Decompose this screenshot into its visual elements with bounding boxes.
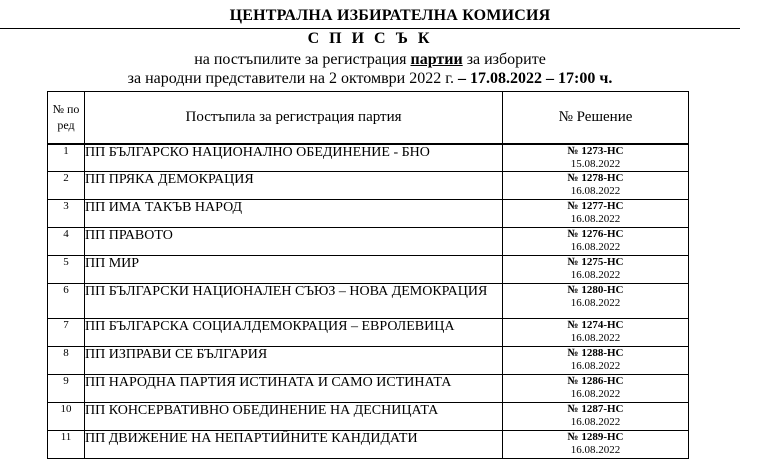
decision-cell bbox=[503, 403, 689, 431]
row-number: 9 bbox=[48, 375, 85, 403]
party-name: ПП ИЗПРАВИ СЕ БЪЛГАРИЯ bbox=[85, 347, 503, 375]
decision-number: № 1277-НС bbox=[567, 200, 624, 212]
decision-date: 16.08.2022 bbox=[570, 185, 621, 197]
decision-date: 16.08.2022 bbox=[570, 416, 621, 428]
decision-number: № 1276-НС bbox=[567, 228, 624, 240]
decision-date: 16.08.2022 bbox=[570, 269, 621, 281]
party-name: ПП КОНСЕРВАТИВНО ОБЕДИНЕНИЕ НА ДЕСНИЦАТА bbox=[85, 403, 503, 431]
table-row bbox=[48, 228, 689, 256]
party-name: ПП МИР bbox=[85, 256, 503, 284]
decision-number: № 1280-НС bbox=[567, 284, 624, 296]
decision-cell bbox=[503, 144, 689, 172]
row-number: 1 bbox=[48, 144, 85, 172]
document-title: С П И С Ъ К bbox=[307, 30, 433, 47]
decision-cell bbox=[503, 200, 689, 228]
decision-number: № 1288-НС bbox=[567, 347, 624, 359]
decision-number: № 1278-НС bbox=[567, 172, 624, 184]
decision-cell bbox=[503, 375, 689, 403]
decision-cell bbox=[503, 172, 689, 200]
decision-date: 16.08.2022 bbox=[570, 241, 621, 253]
decision-cell bbox=[503, 431, 689, 459]
party-registration-table bbox=[47, 91, 689, 459]
table-header-row bbox=[48, 92, 689, 144]
table-row bbox=[48, 319, 689, 347]
decision-cell bbox=[503, 319, 689, 347]
party-name: ПП ПРАВОТО bbox=[85, 228, 503, 256]
row-number: 11 bbox=[48, 431, 85, 459]
table-row bbox=[48, 256, 689, 284]
decision-cell bbox=[503, 284, 689, 319]
subtitle-line-2-text: за народни представители на 2 октомври 2022 г. bbox=[127, 70, 454, 87]
decision-number: № 1287-НС bbox=[567, 403, 624, 415]
decision-date: 15.08.2022 bbox=[570, 157, 621, 170]
decision-date: 16.08.2022 bbox=[570, 444, 621, 456]
decision-number: № 1286-НС bbox=[567, 375, 624, 387]
row-number: 2 bbox=[48, 172, 85, 200]
decision-number: № 1289-НС bbox=[567, 431, 624, 443]
decision-date: 16.08.2022 bbox=[570, 360, 621, 372]
row-number: 3 bbox=[48, 200, 85, 228]
decision-number: № 1274-НС bbox=[567, 319, 624, 331]
table-row bbox=[48, 284, 689, 319]
table-row bbox=[48, 431, 689, 459]
party-name: ПП НАРОДНА ПАРТИЯ ИСТИНАТА И САМО ИСТИНАТА bbox=[85, 375, 503, 403]
row-number: 7 bbox=[48, 319, 85, 347]
subtitle-line-1-before: на постъпилите за регистрация bbox=[194, 51, 407, 68]
party-name: ПП БЪЛГАРСКИ НАЦИОНАЛЕН СЪЮЗ – НОВА ДЕМОКРАЦИЯ bbox=[85, 284, 503, 319]
subtitle-line-1-after: за изборите bbox=[466, 51, 546, 68]
row-number: 10 bbox=[48, 403, 85, 431]
decision-cell bbox=[503, 347, 689, 375]
row-number: 5 bbox=[48, 256, 85, 284]
decision-number: № 1275-НС bbox=[567, 256, 624, 268]
party-name: ПП ДВИЖЕНИЕ НА НЕПАРТИЙНИТЕ КАНДИДАТИ bbox=[85, 431, 503, 459]
decision-date: 16.08.2022 bbox=[570, 213, 621, 225]
decision-date: 16.08.2022 bbox=[570, 297, 621, 309]
subtitle-line-2 bbox=[0, 70, 740, 88]
decision-cell bbox=[503, 256, 689, 284]
table-row bbox=[48, 347, 689, 375]
table-row bbox=[48, 403, 689, 431]
decision-date: 16.08.2022 bbox=[570, 332, 621, 344]
decision-number: № 1273-НС bbox=[567, 144, 624, 157]
column-header-party: Постъпила за регистрация партия bbox=[85, 92, 503, 144]
column-header-number: № по ред bbox=[48, 92, 85, 144]
party-name: ПП ИМА ТАКЪВ НАРОД bbox=[85, 200, 503, 228]
party-name: ПП БЪЛГАРСКО НАЦИОНАЛНО ОБЕДИНЕНИЕ - БНО bbox=[85, 144, 503, 172]
organization-heading: ЦЕНТРАЛНА ИЗБИРАТЕЛНА КОМИСИЯ bbox=[229, 7, 551, 24]
subtitle-datetime: – 17.08.2022 – 17:00 ч. bbox=[457, 70, 613, 87]
decision-cell bbox=[503, 228, 689, 256]
table-row bbox=[48, 144, 689, 172]
subtitle-line-1 bbox=[0, 51, 740, 69]
row-number: 4 bbox=[48, 228, 85, 256]
table-row bbox=[48, 375, 689, 403]
table-row bbox=[48, 172, 689, 200]
table-row bbox=[48, 200, 689, 228]
party-name: ПП ПРЯКА ДЕМОКРАЦИЯ bbox=[85, 172, 503, 200]
subtitle-keyword: партии bbox=[410, 51, 463, 68]
heading-divider bbox=[0, 28, 740, 29]
column-header-decision: № Решение bbox=[503, 92, 689, 144]
row-number: 6 bbox=[48, 284, 85, 319]
decision-date: 16.08.2022 bbox=[570, 388, 621, 400]
row-number: 8 bbox=[48, 347, 85, 375]
party-name: ПП БЪЛГАРСКА СОЦИАЛДЕМОКРАЦИЯ – ЕВРОЛЕВИЦА bbox=[85, 319, 503, 347]
